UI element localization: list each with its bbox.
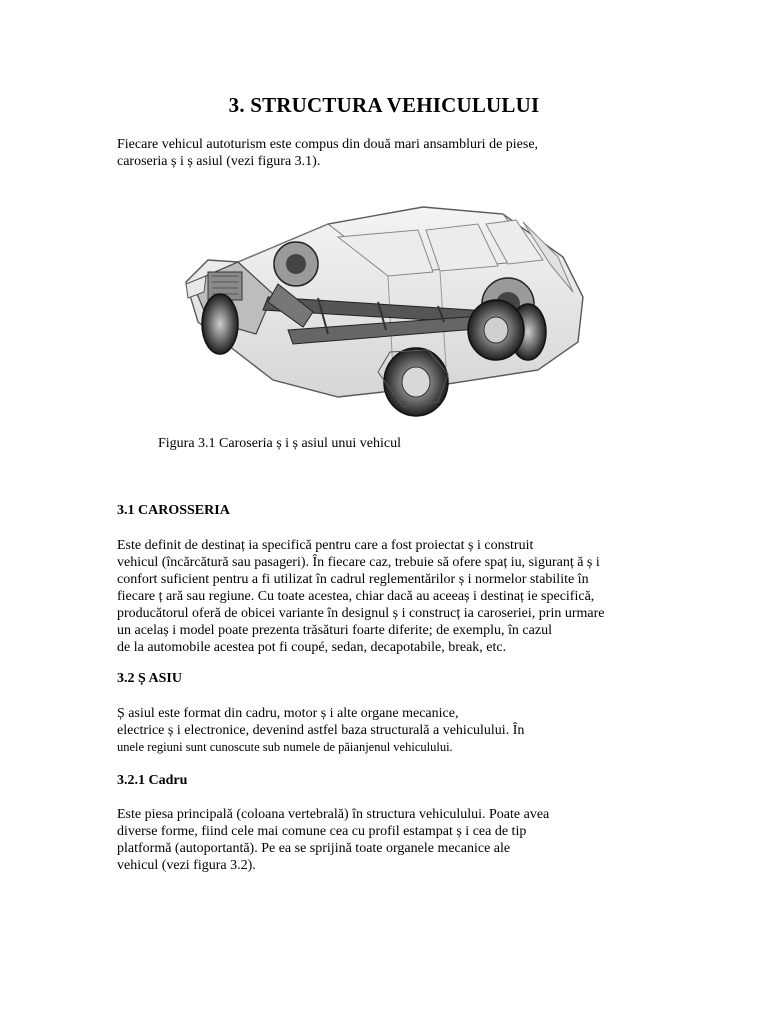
section-heading-cadru: 3.2.1 Cadru [117, 773, 188, 788]
paragraph-line: producătorul oferă de obicei variante în designul ș i construcț ia caroseriei, prin urmare [117, 606, 605, 621]
paragraph-line: Ș asiul este format din cadru, motor ș i alte organe mecanice, [117, 706, 459, 721]
cadru-paragraph [117, 806, 549, 874]
intro-line: Fiecare vehicul autoturism este compus din două mari ansambluri de piese, [117, 137, 539, 152]
section-heading-carosseria: 3.1 CAROSSERIA [117, 503, 230, 518]
car-body-chassis-illustration [178, 202, 590, 420]
paragraph-line: electrice ș i electronice, devenind astfel baza structurală a vehiculului. În [117, 723, 525, 738]
paragraph-line: vehicul (încărcătură sau pasageri). În fiecare caz, trebuie să ofere spaț iu, siguranț ă ș i [117, 555, 600, 570]
paragraph-line: fiecare ț ară sau regiune. Cu toate acestea, chiar dacă au aceeaș i destinaț ie specifică, [117, 589, 595, 604]
paragraph-line: Este piesa principală (coloana vertebrală) în structura vehiculului. Poate avea [117, 807, 550, 822]
paragraph-line: unele regiuni sunt cunoscute sub numele de păianjenul vehiculului. [117, 740, 453, 754]
page-title: 3. STRUCTURA VEHICULULUI [228, 93, 540, 117]
section-heading-sasiu: 3.2 Ș ASIU [117, 671, 182, 686]
paragraph-line: platformă (autoportantă). Pe ea se sprijină toate organele mecanice ale [117, 841, 511, 856]
intro-paragraph [117, 136, 538, 170]
paragraph-line: diverse forme, fiind cele mai comune cea cu profil estampat ș i cea de tip [117, 824, 527, 839]
paragraph-line: Este definit de destinaț ia specifică pentru care a fost proiectat ș i construit [117, 538, 534, 553]
carosseria-paragraph [117, 537, 604, 656]
paragraph-line: un acelaș i model poate prezenta trăsături foarte diferite; de exemplu, în cazul [117, 623, 552, 638]
paragraph-line: de la automobile acestea pot fi coupé, sedan, decapotabile, break, etc. [117, 640, 507, 655]
sasiu-paragraph [117, 705, 524, 756]
figure-caption: Figura 3.1 Caroseria ș i ș asiul unui vehicul [158, 436, 402, 451]
intro-line: caroseria ș i ș asiul (vezi figura 3.1). [117, 154, 321, 169]
paragraph-line: confort suficient pentru a fi utilizat în cadrul reglementărilor ș i normelor stabilite în [117, 572, 589, 587]
paragraph-line: vehicul (vezi figura 3.2). [117, 858, 256, 873]
